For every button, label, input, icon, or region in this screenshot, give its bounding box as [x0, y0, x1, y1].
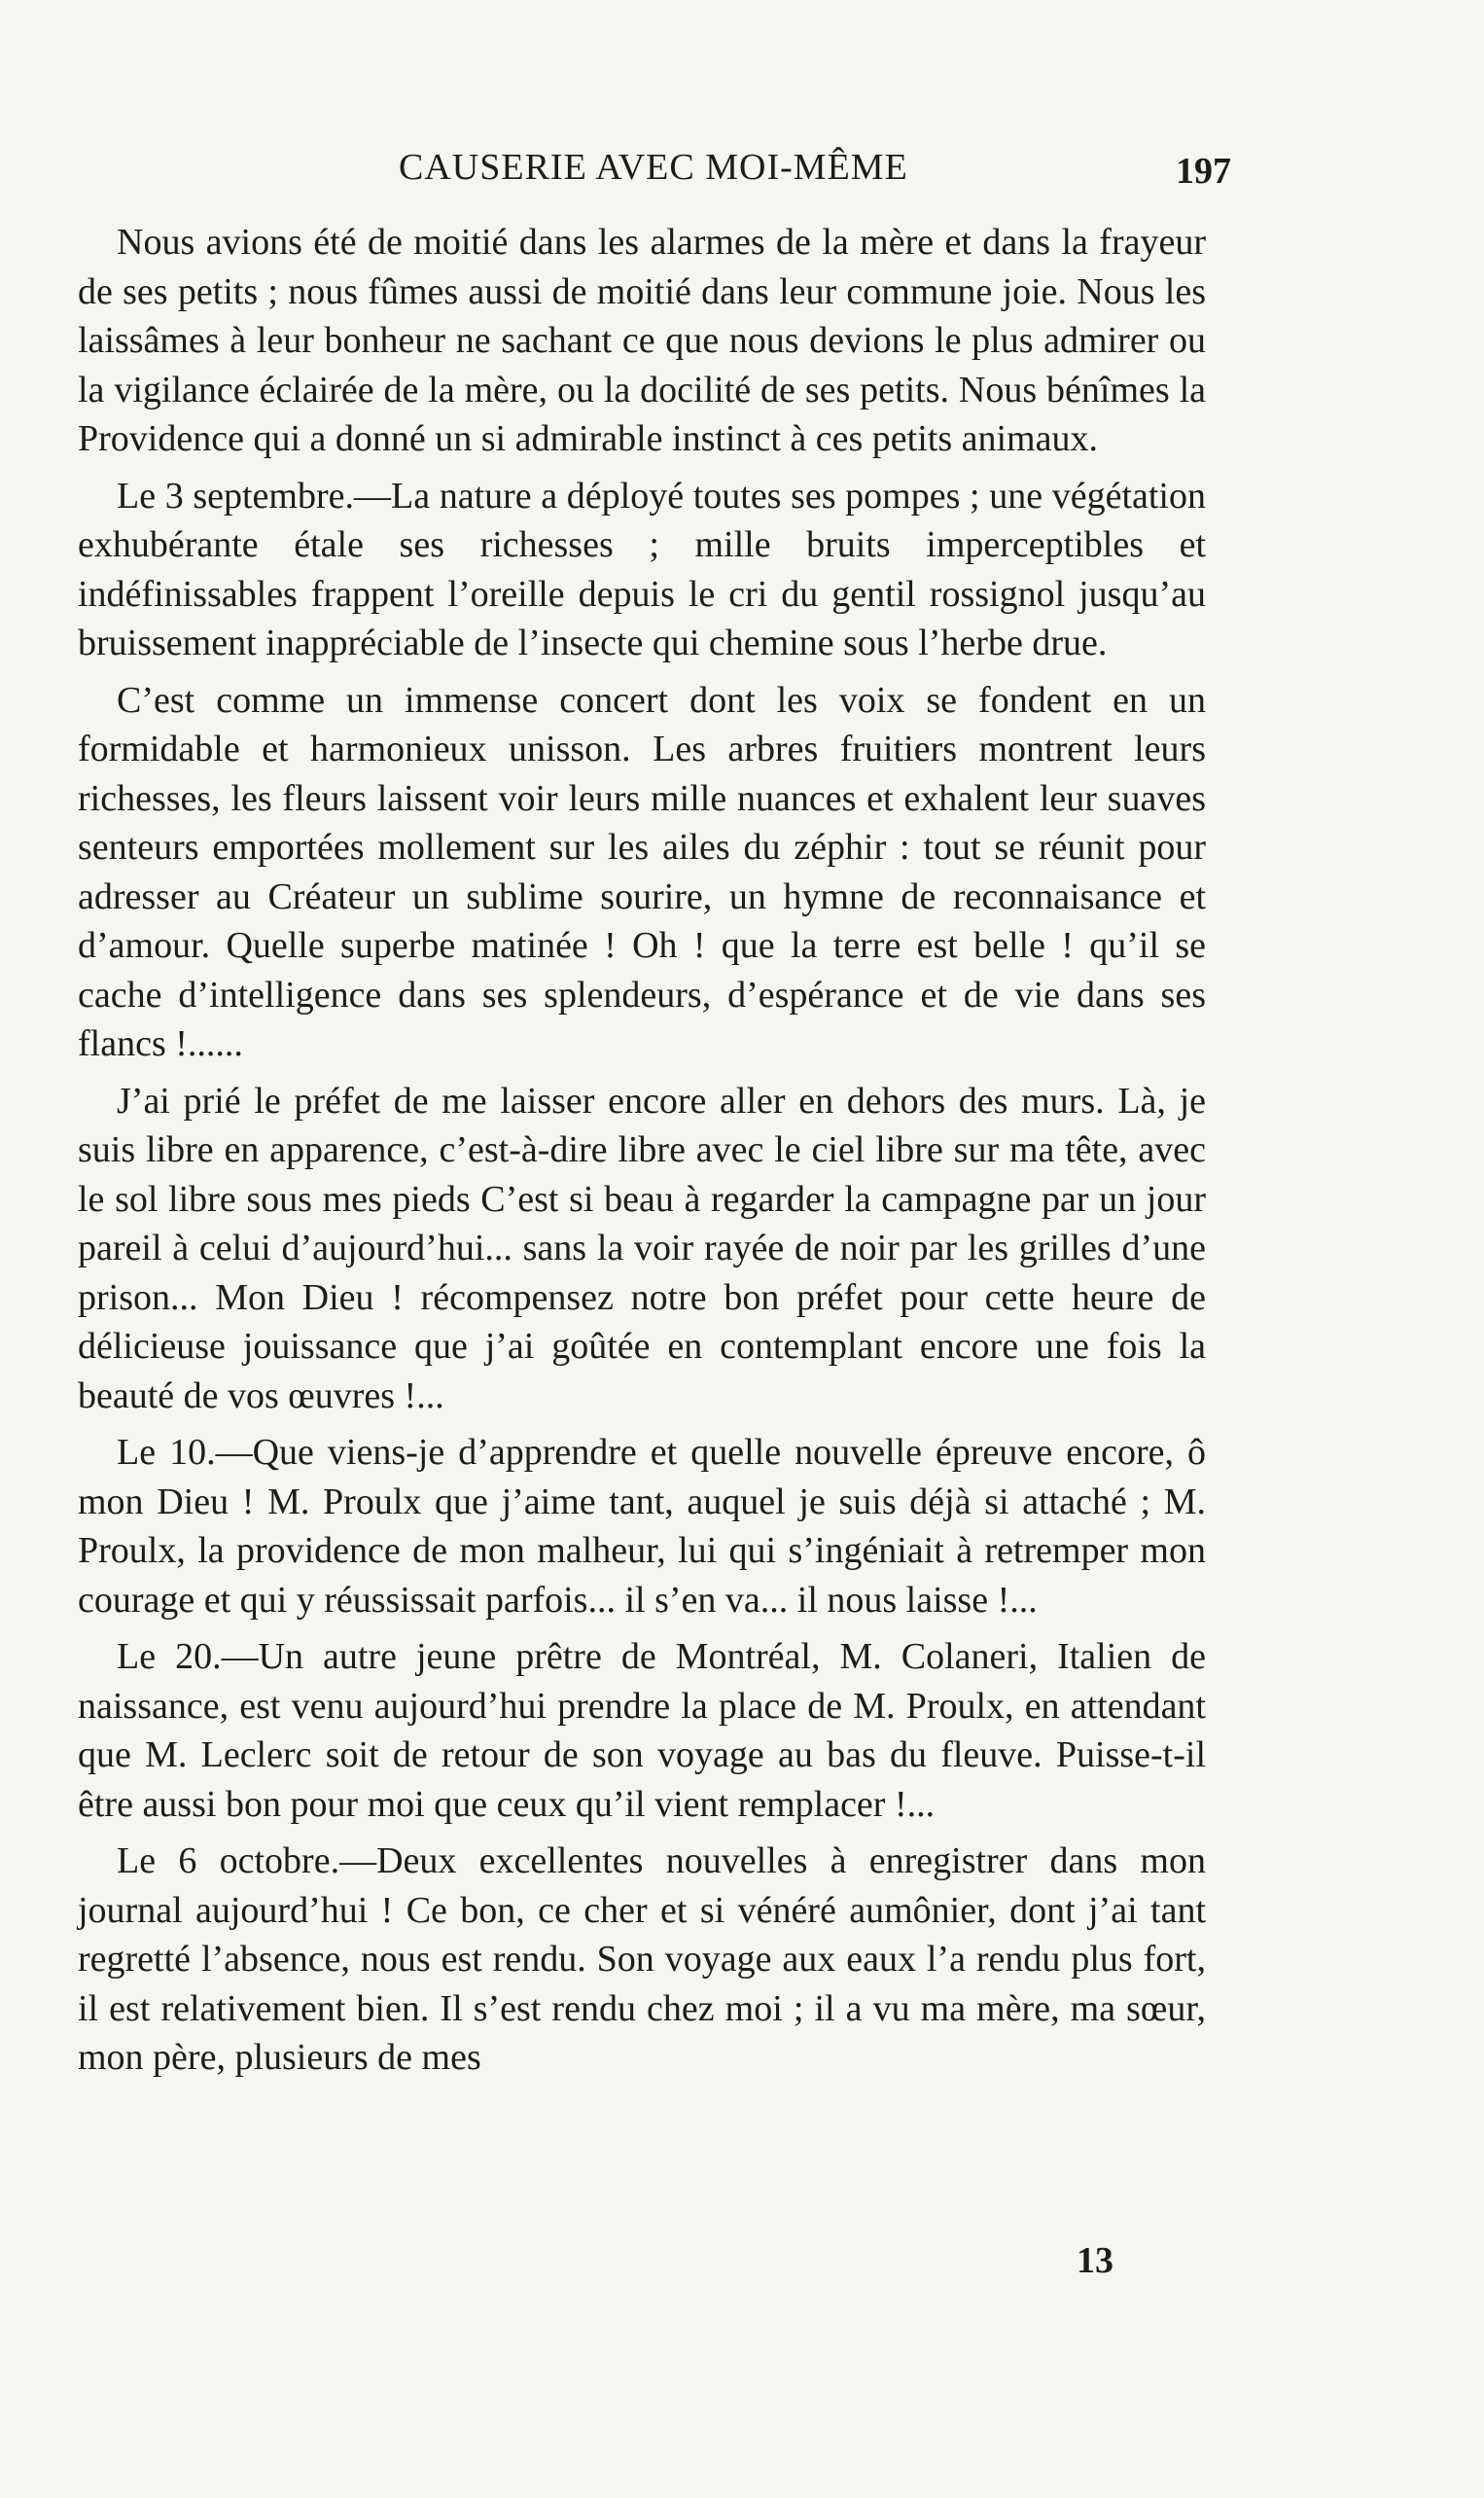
paragraph-1: Nous avions été de moitié dans les alarmes de la mère et dans la frayeur de ses petits ; nous fûmes aussi de moitié dans leur commune joie. Nous les laissâmes à leur bonheur ne sachant ce que nous devions le plus admirer ou la vigilance éclairée de la mère, ou la docilité de ses petits. Nous bénîmes la Providence qui a donné un si admirable instinct à ces petits animaux. [78, 222, 1206, 459]
paragraph-4: J’ai prié le préfet de me laisser encore aller en dehors des murs. Là, je suis libre en apparence, c’est-à-dire libre avec le ciel libre sur ma tête, avec le sol libre sous mes pieds C’est si beau à regarder la campagne par un jour pareil à celui d’aujourd’hui... sans la voir rayée de noir par les grilles d’une prison... Mon Dieu ! récompensez notre bon préfet pour cette heure de délicieuse jouissance que j’ai goûtée en contemplant encore une fois la beauté de vos œuvres !... [78, 1080, 1206, 1416]
paragraph-5: Le 10.—Que viens-je d’apprendre et quelle nouvelle épreuve encore, ô mon Dieu ! M. Proulx que j’aime tant, auquel je suis déjà si attaché ; M. Proulx, la providence de mon malheur, lui qui s’ingéniait à retremper mon courage et qui y réussissait parfois... il s’en va... il nous laisse !... [78, 1432, 1206, 1621]
running-title: CAUSERIE AVEC MOI-MÊME [399, 147, 908, 188]
paragraph-7: Le 6 octobre.—Deux excellentes nouvelles à enregistrer dans mon journal aujourd’hui ! Ce bon, ce cher et si vénéré aumônier, dont j’ai tant regretté l’absence, nous est rendu. Son voyage aux eaux l’a rendu plus fort, il est relativement bien. Il s’est rendu chez moi ; il a vu ma mère, ma sœur, mon père, plusieurs de mes [78, 1840, 1206, 2078]
paragraph-2: Le 3 septembre.—La nature a déployé toutes ses pompes ; une végétation exhubérante étale ses richesses ; mille bruits imperceptibles et indéfinissables frappent l’oreille depuis le cri du gentil rossignol jusqu’au bruissement inappréciable de l’insecte qui chemine sous l’herbe drue. [78, 475, 1206, 663]
signature-mark: 13 [1077, 2240, 1113, 2281]
page-number: 197 [1176, 151, 1231, 192]
paragraph-3: C’est comme un immense concert dont les voix se fondent en un formidable et harmonieux unisson. Les arbres fruitiers montrent leurs richesses, les fleurs laissent voir leurs mille nuances et exhalent leur suaves senteurs emportées mollement sur les ailes du zéphir : tout se réunit pour adresser au Créateur un sublime sourire, un hymne de reconnaisance et d’amour. Quelle superbe matinée ! Oh ! que la terre est belle ! qu’il se cache d’intelligence dans ses splendeurs, d’espérance et de vie dans ses flancs !...... [78, 679, 1206, 1064]
paragraph-6: Le 20.—Un autre jeune prêtre de Montréal, M. Colaneri, Italien de naissance, est venu aujourd’hui prendre la place de M. Proulx, en attendant que M. Leclerc soit de retour de son voyage au bas du fleuve. Puisse-t-il être aussi bon pour moi que ceux qu’il vient remplacer !... [78, 1636, 1206, 1825]
body-text [78, 218, 1206, 2083]
running-head [117, 146, 1231, 196]
